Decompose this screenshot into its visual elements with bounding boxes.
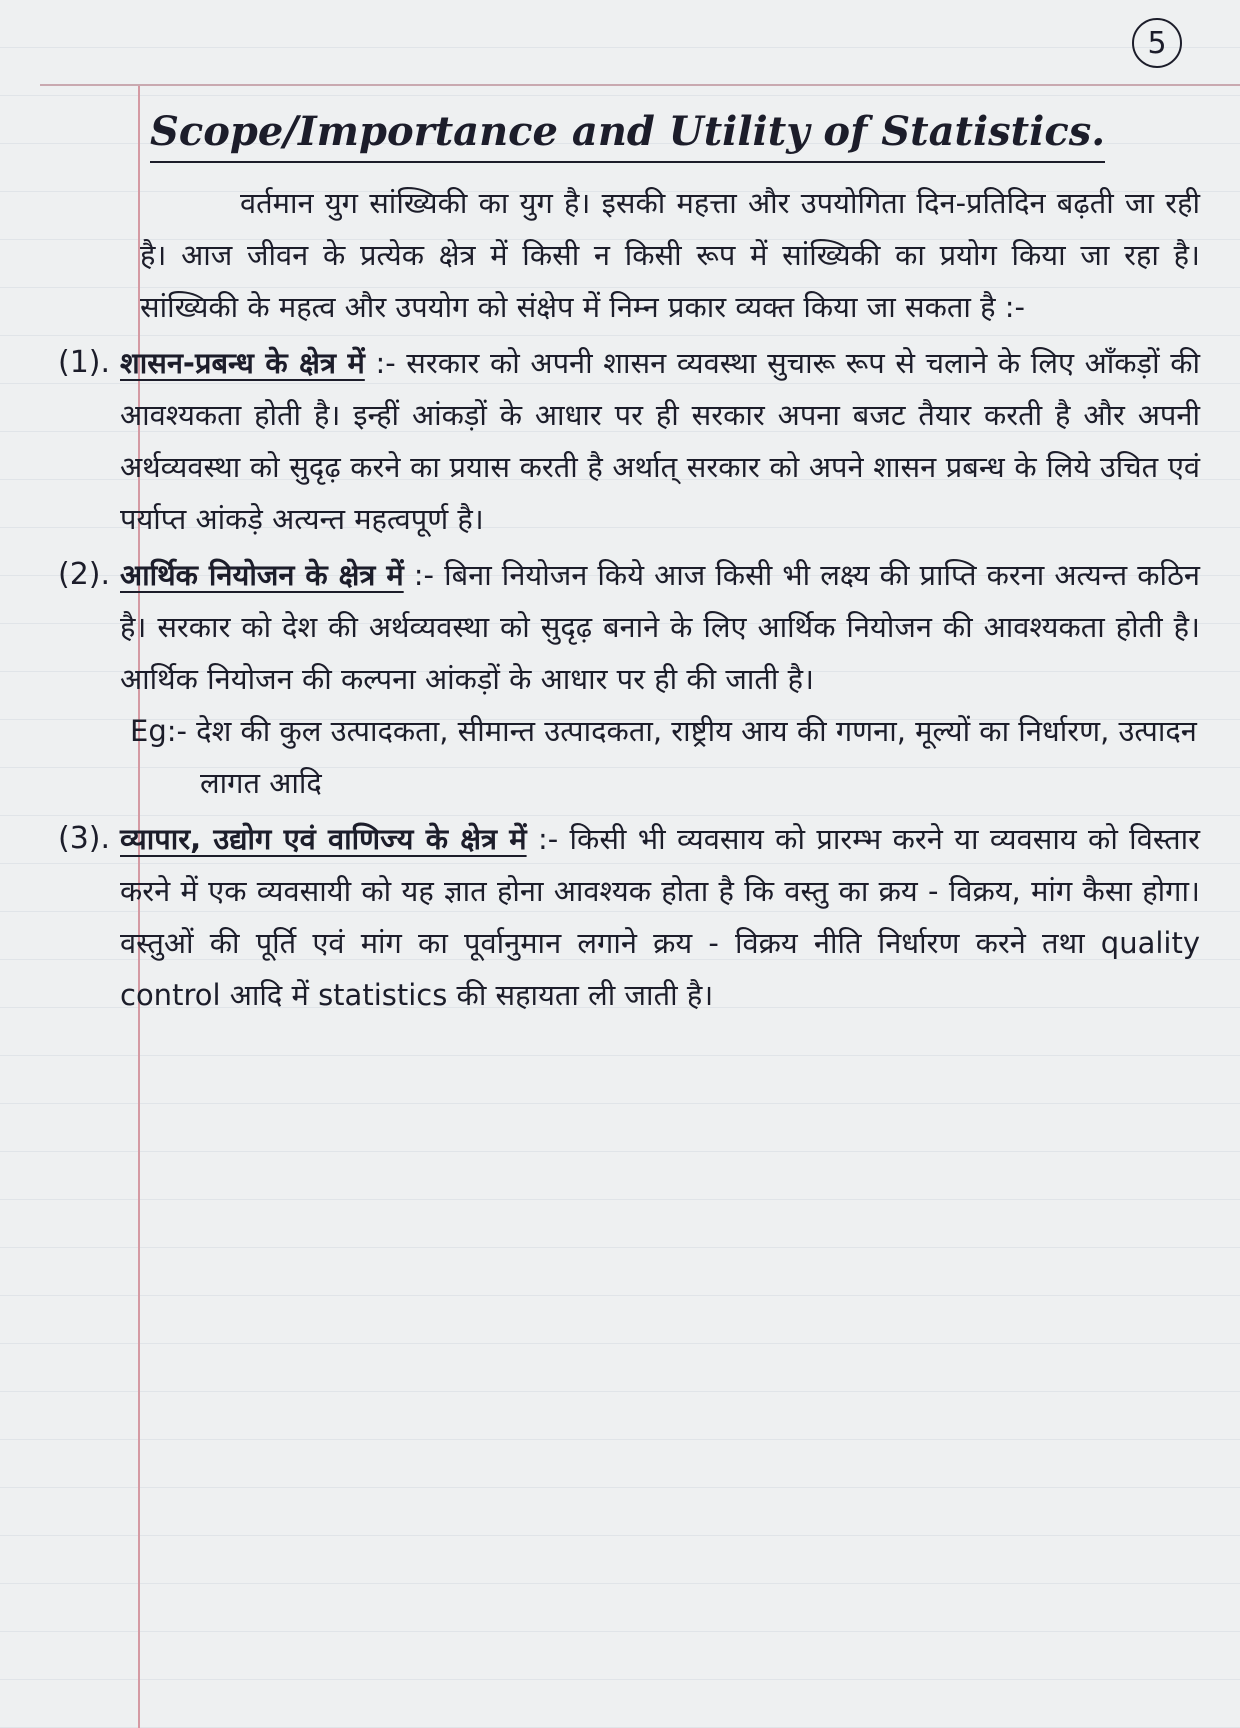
- section-body: :- बिना नियोजन किये आज किसी भी लक्ष्य की प्राप्ति करना अत्यन्त कठिन है। सरकार को देश की अर्थव्यवस्था को सुदृढ़ बनाने के लिए आर्थिक नियोजन की आवश्यकता होती है। आर्थिक नियोजन की कल्पना आंकड़ों के आधार पर ही की जाती है।: [120, 558, 1201, 696]
- section-economic-planning: [58, 549, 1201, 809]
- page-content: [58, 108, 1201, 1021]
- section-number: (3).: [58, 821, 111, 856]
- section-number: (1).: [58, 345, 111, 380]
- intro-paragraph: वर्तमान युग सांख्यिकी का युग है। इसकी महत्ता और उपयोगिता दिन-प्रतिदिन बढ़ती जा रही है। आज जीवन के प्रत्येक क्षेत्र में किसी न किसी रूप में सांख्यिकी का प्रयोग किया जा रहा है। सांख्यिकी के महत्व और उपयोग को संक्षेप में निम्न प्रकार व्यक्त किया जा सकता है :-: [140, 186, 1200, 324]
- page-number: 5: [1132, 18, 1182, 68]
- section-text: [120, 813, 1200, 1021]
- page-title: Scope/Importance and Utility of Statistics.: [150, 108, 1105, 163]
- section-text: [120, 549, 1200, 705]
- section-heading: व्यापार, उद्योग एवं वाणिज्य के क्षेत्र में: [120, 822, 527, 856]
- example-line: Eg:- देश की कुल उत्पादकता, सीमान्त उत्पादकता, राष्ट्रीय आय की गणना, मूल्यों का निर्धारण, उत्पादन लागत आदि: [130, 714, 1197, 800]
- section-text: [120, 337, 1200, 545]
- section-heading: आर्थिक नियोजन के क्षेत्र में: [120, 558, 404, 592]
- section-body: :- किसी भी व्यवसाय को प्रारम्भ करने या व्यवसाय को विस्तार करने में एक व्यवसायी को यह ज्ञात होना आवश्यक होता है कि वस्तु का क्रय - विक्रय, मांग कैसा होगा। वस्तुओं की पूर्ति एवं मांग का पूर्वानुमान लगाने क्रय - विक्रय नीति निर्धारण करने तथा quality control आदि में statistics की सहायता ली जाती है।: [120, 822, 1200, 1012]
- section-administration: [58, 337, 1200, 545]
- top-rule: [40, 84, 1240, 86]
- section-heading: शासन-प्रबन्ध के क्षेत्र में: [120, 346, 365, 380]
- section-body: :- सरकार को अपनी शासन व्यवस्था सुचारू रूप से चलाने के लिए आँकड़ों की आवश्यकता होती है। इन्हीं आंकड़ों के आधार पर ही सरकार अपना बजट तैयार करती है और अपनी अर्थव्यवस्था को सुदृढ़ करने का प्रयास करती है अर्थात् सरकार को अपने शासन प्रबन्ध के लिये उचित एवं पर्याप्त आंकड़े अत्यन्त महत्वपूर्ण है।: [120, 346, 1200, 536]
- section-business: [58, 813, 1200, 1021]
- section-number: (2).: [58, 557, 111, 592]
